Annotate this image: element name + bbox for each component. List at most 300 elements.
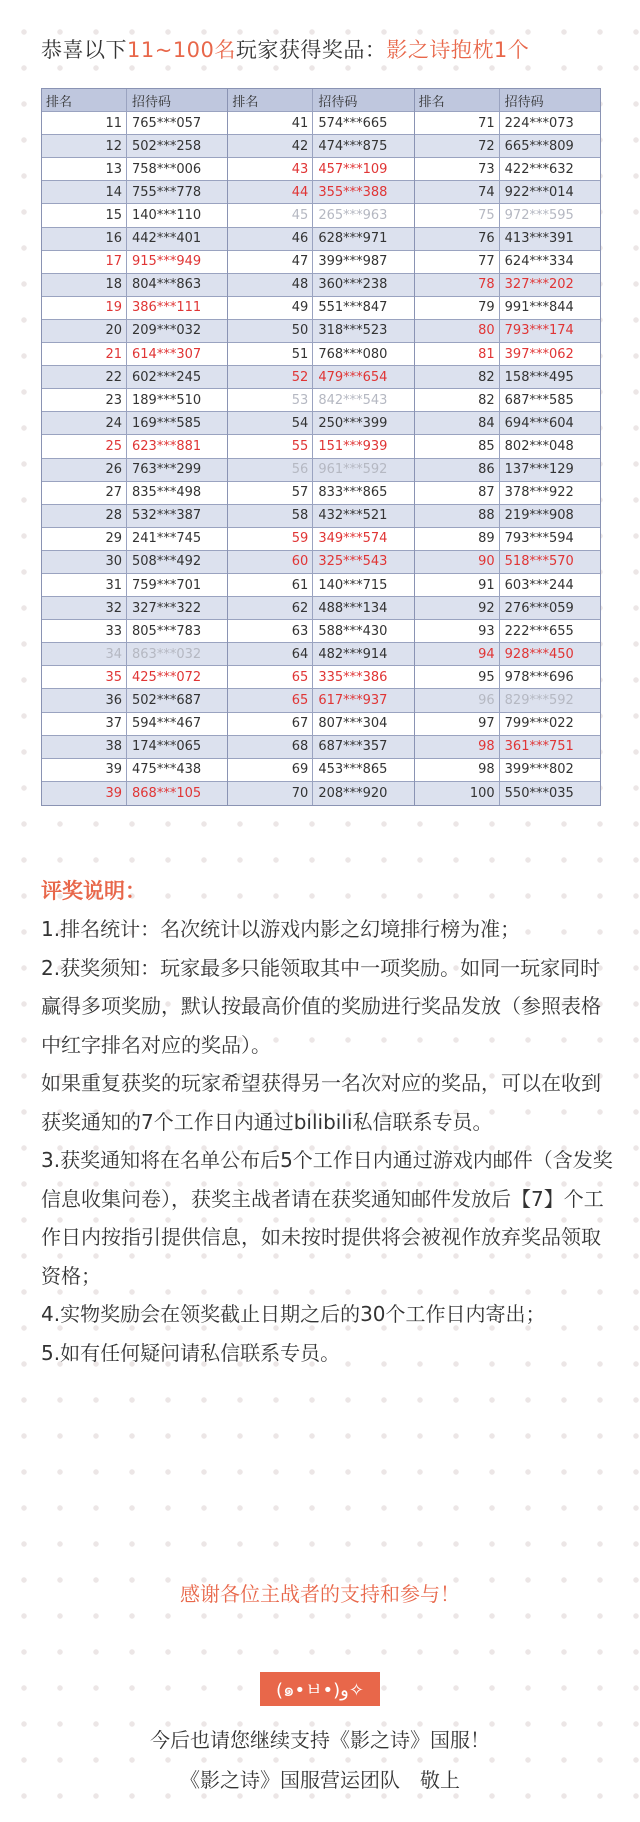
winners-table [41,88,601,806]
rank-cell: 82 [415,366,500,388]
table-row [228,343,413,366]
code-cell: 318***523 [318,323,388,339]
table-row [415,643,600,666]
rank-cell: 91 [415,574,500,596]
rank-cell: 50 [228,320,313,342]
code-cell: 624***334 [504,254,574,270]
code-cell: 482***914 [318,646,388,662]
code-cell: 807***304 [318,716,388,732]
signature-line: 《影之诗》国服营运团队 敬上 [180,1768,460,1792]
code-cell: 799***022 [504,716,574,732]
code-cell: 829***592 [504,692,574,708]
table-row [42,274,227,297]
code-cell: 224***073 [504,115,574,131]
rank-cell: 63 [228,620,313,642]
code-cell: 915***949 [132,254,202,270]
rank-cell: 33 [42,620,127,642]
table-row [415,274,600,297]
code-cell: 793***594 [504,531,574,547]
table-row [228,366,413,389]
table-row [42,643,227,666]
rank-cell: 80 [415,320,500,342]
table-row [228,158,413,181]
table-row [42,782,227,805]
code-cell: 378***922 [504,485,574,501]
code-cell: 835***498 [132,485,202,501]
rank-cell: 64 [228,643,313,665]
code-cell: 475***438 [132,762,202,778]
table-row [415,435,600,458]
code-cell: 665***809 [504,138,574,154]
code-cell: 532***387 [132,508,202,524]
table-row [415,528,600,551]
rank-cell: 71 [415,112,500,134]
code-cell: 442***401 [132,231,202,247]
code-cell: 422***632 [504,161,574,177]
code-cell: 327***322 [132,600,202,616]
code-cell: 140***110 [132,208,202,224]
code-cell: 961***592 [318,462,388,478]
table-row [228,505,413,528]
code-cell: 991***844 [504,300,574,316]
table-column [42,89,227,805]
page-heading [41,34,621,64]
table-row [228,297,413,320]
rank-cell: 92 [415,597,500,619]
table-row [42,713,227,736]
table-row [415,782,600,805]
table-row [42,459,227,482]
table-row [415,204,600,227]
rank-cell: 61 [228,574,313,596]
code-cell: 574***665 [318,115,388,131]
table-row [228,459,413,482]
code-cell: 151***939 [318,438,388,454]
rank-cell: 25 [42,435,127,457]
rank-cell: 30 [42,551,127,573]
code-cell: 868***105 [132,785,202,801]
code-cell: 174***065 [132,739,202,755]
table-row [228,228,413,251]
table-row [228,782,413,805]
code-cell: 804***863 [132,277,202,293]
rank-cell: 59 [228,528,313,550]
code-cell: 386***111 [132,300,202,316]
code-cell: 325***543 [318,554,388,570]
table-row [42,435,227,458]
rank-cell: 43 [228,158,313,180]
rank-cell: 69 [228,759,313,781]
code-cell: 755***778 [132,184,202,200]
rank-cell: 21 [42,343,127,365]
rank-cell: 72 [415,135,500,157]
heading-middle: 玩家获得奖品： [235,38,387,62]
rank-cell: 96 [415,689,500,711]
rank-cell: 17 [42,251,127,273]
code-cell: 327***202 [504,277,574,293]
rank-cell: 24 [42,412,127,434]
table-row [228,320,413,343]
code-cell: 222***655 [504,623,574,639]
note-item: 5.如有任何疑问请私信联系专员。 [41,1340,341,1365]
note-item: 3.获奖通知将在名单公布后5个工作日内通过游戏内邮件（含发奖信息收集问卷），获奖主战者请在获奖通知邮件发放后【7】个工作日内按指引提供信息，如未按时提供将会被视作放弃奖品领取资格； [41,1148,613,1288]
header-code: 招待码 [504,94,544,110]
rank-cell: 15 [42,204,127,226]
rank-cell: 67 [228,713,313,735]
table-row [415,158,600,181]
rank-cell: 39 [42,782,127,805]
rank-cell: 26 [42,459,127,481]
table-header-row [42,89,227,112]
table-row [228,274,413,297]
table-row [42,389,227,412]
rank-cell: 60 [228,551,313,573]
code-cell: 805***783 [132,623,202,639]
table-row [228,482,413,505]
table-row [228,643,413,666]
rank-cell: 41 [228,112,313,134]
rank-cell: 87 [415,482,500,504]
code-cell: 614***307 [132,346,202,362]
header-rank: 排名 [228,89,313,111]
code-cell: 189***510 [132,392,202,408]
code-cell: 137***129 [504,462,574,478]
rank-cell: 27 [42,482,127,504]
table-row [415,228,600,251]
code-cell: 169***585 [132,415,202,431]
table-row [42,759,227,782]
table-row [42,204,227,227]
table-column [227,89,413,805]
table-row [228,689,413,712]
table-row [42,597,227,620]
table-row [415,620,600,643]
code-cell: 863***032 [132,646,202,662]
code-cell: 972***595 [504,208,574,224]
code-cell: 551***847 [318,300,388,316]
table-row [228,666,413,689]
table-row [415,551,600,574]
rank-cell: 48 [228,274,313,296]
table-row [415,482,600,505]
code-cell: 928***450 [504,646,574,662]
code-cell: 763***299 [132,462,202,478]
rank-cell: 47 [228,251,313,273]
header-code: 招待码 [318,94,358,110]
table-row [415,389,600,412]
table-row [228,528,413,551]
rank-cell: 49 [228,297,313,319]
code-cell: 687***357 [318,739,388,755]
code-cell: 694***604 [504,415,574,431]
table-row [42,620,227,643]
table-row [228,389,413,412]
rank-cell: 93 [415,620,500,642]
rank-cell: 16 [42,228,127,250]
table-row [42,551,227,574]
code-cell: 603***244 [504,577,574,593]
code-cell: 335***386 [318,669,388,685]
rank-cell: 42 [228,135,313,157]
rank-cell: 98 [415,759,500,781]
note-item: 4.实物奖励会在领奖截止日期之后的30个工作日内寄出； [41,1302,546,1326]
table-row [228,597,413,620]
code-cell: 399***802 [504,762,574,778]
rank-cell: 97 [415,713,500,735]
table-row [228,713,413,736]
rank-cell: 75 [415,204,500,226]
closing-block [0,1720,640,1800]
table-header-row [228,89,413,112]
table-row [228,412,413,435]
code-cell: 479***654 [318,369,388,385]
rank-cell: 84 [415,412,500,434]
rank-cell: 14 [42,181,127,203]
rank-cell: 70 [228,782,313,805]
rank-cell: 65 [228,689,313,711]
rank-cell: 94 [415,643,500,665]
table-row [42,666,227,689]
code-cell: 594***467 [132,716,202,732]
rank-cell: 28 [42,505,127,527]
rank-cell: 76 [415,228,500,250]
table-row [415,366,600,389]
rank-cell: 89 [415,528,500,550]
code-cell: 432***521 [318,508,388,524]
header-code: 招待码 [132,94,172,110]
code-cell: 265***963 [318,208,388,224]
rank-cell: 73 [415,158,500,180]
code-cell: 361***751 [504,739,574,755]
table-row [415,666,600,689]
code-cell: 768***080 [318,346,388,362]
rank-cell: 78 [415,274,500,296]
code-cell: 349***574 [318,531,388,547]
table-row [415,320,600,343]
rank-cell: 81 [415,343,500,365]
code-cell: 488***134 [318,600,388,616]
rank-cell: 98 [415,736,500,758]
rank-cell: 31 [42,574,127,596]
table-header-row [415,89,600,112]
rank-cell: 38 [42,736,127,758]
heading-prize: 影之诗抱枕1个 [386,38,530,62]
code-cell: 623***881 [132,438,202,454]
rank-cell: 68 [228,736,313,758]
code-cell: 355***388 [318,184,388,200]
code-cell: 474***875 [318,138,388,154]
table-row [228,251,413,274]
table-row [42,689,227,712]
rank-cell: 90 [415,551,500,573]
table-column [414,89,600,805]
rank-cell: 23 [42,389,127,411]
notes-title: 评奖说明： [41,879,146,903]
table-row [42,181,227,204]
table-row [42,736,227,759]
notes-list [41,910,613,1372]
thanks-message: 感谢各位主战者的支持和参与！ [180,1582,460,1606]
rank-cell: 12 [42,135,127,157]
table-row [42,158,227,181]
table-row [415,713,600,736]
rank-cell: 95 [415,666,500,688]
rank-cell: 56 [228,459,313,481]
code-cell: 602***245 [132,369,202,385]
rank-cell: 82 [415,389,500,411]
table-row [415,689,600,712]
table-row [42,112,227,135]
code-cell: 759***701 [132,577,202,593]
code-cell: 922***014 [504,184,574,200]
table-row [415,505,600,528]
note-item: 如果重复获奖的玩家希望获得另一名次对应的奖品，可以在收到获奖通知的7个工作日内通过bilibili私信联系专员。 [41,1071,601,1134]
table-row [42,251,227,274]
table-row [42,505,227,528]
table-row [228,435,413,458]
rank-cell: 88 [415,505,500,527]
code-cell: 158***495 [504,369,574,385]
rank-cell: 19 [42,297,127,319]
table-row [228,759,413,782]
code-cell: 588***430 [318,623,388,639]
table-row [415,112,600,135]
code-cell: 978***696 [504,669,574,685]
table-row [42,412,227,435]
code-cell: 208***920 [318,785,388,801]
table-row [415,181,600,204]
rank-cell: 44 [228,181,313,203]
rank-cell: 53 [228,389,313,411]
table-row [415,459,600,482]
code-cell: 833***865 [318,485,388,501]
heading-range: 11~100名 [127,38,236,62]
code-cell: 758***006 [132,161,202,177]
rank-cell: 51 [228,343,313,365]
table-row [228,181,413,204]
code-cell: 140***715 [318,577,388,593]
code-cell: 628***971 [318,231,388,247]
rank-cell: 46 [228,228,313,250]
rank-cell: 65 [228,666,313,688]
rank-cell: 32 [42,597,127,619]
code-cell: 842***543 [318,392,388,408]
rank-cell: 18 [42,274,127,296]
table-row [42,366,227,389]
code-cell: 397***062 [504,346,574,362]
code-cell: 209***032 [132,323,202,339]
code-cell: 399***987 [318,254,388,270]
header-rank: 排名 [42,89,127,111]
table-row [228,112,413,135]
code-cell: 453***865 [318,762,388,778]
code-cell: 793***174 [504,323,574,339]
table-row [415,251,600,274]
code-cell: 550***035 [504,785,574,801]
table-row [415,759,600,782]
code-cell: 276***059 [504,600,574,616]
table-row [42,320,227,343]
code-cell: 413***391 [504,231,574,247]
rank-cell: 100 [415,782,500,805]
rank-cell: 11 [42,112,127,134]
rank-cell: 39 [42,759,127,781]
code-cell: 617***937 [318,692,388,708]
table-row [228,736,413,759]
heading-prefix: 恭喜以下 [41,38,127,62]
rank-cell: 55 [228,435,313,457]
table-row [42,135,227,158]
table-row [415,597,600,620]
table-row [228,574,413,597]
rank-cell: 13 [42,158,127,180]
rank-cell: 79 [415,297,500,319]
code-cell: 765***057 [132,115,202,131]
table-row [228,551,413,574]
code-cell: 508***492 [132,554,202,570]
code-cell: 360***238 [318,277,388,293]
rank-cell: 52 [228,366,313,388]
code-cell: 250***399 [318,415,388,431]
table-row [42,574,227,597]
rank-cell: 57 [228,482,313,504]
rank-cell: 35 [42,666,127,688]
code-cell: 502***687 [132,692,202,708]
code-cell: 219***908 [504,508,574,524]
rank-cell: 37 [42,713,127,735]
table-row [42,528,227,551]
note-item: 2.获奖须知：玩家最多只能领取其中一项奖励。如同一玩家同时赢得多项奖励，默认按最高价值的奖励进行奖品发放（参照表格中红字排名对应的奖品）。 [41,955,601,1057]
rank-cell: 85 [415,435,500,457]
table-row [42,297,227,320]
kaomoji-badge: (๑•ㅂ•)و✧ [260,1672,380,1706]
rank-cell: 29 [42,528,127,550]
code-cell: 457***109 [318,161,388,177]
code-cell: 241***745 [132,531,202,547]
table-row [415,574,600,597]
table-row [42,228,227,251]
code-cell: 518***570 [504,554,574,570]
rank-cell: 77 [415,251,500,273]
code-cell: 687***585 [504,392,574,408]
note-item: 1.排名统计：名次统计以游戏内影之幻境排行榜为准； [41,917,521,941]
rank-cell: 74 [415,181,500,203]
rank-cell: 20 [42,320,127,342]
code-cell: 502***258 [132,138,202,154]
rank-cell: 54 [228,412,313,434]
table-row [415,343,600,366]
rank-cell: 34 [42,643,127,665]
table-row [415,135,600,158]
code-cell: 425***072 [132,669,202,685]
table-row [228,204,413,227]
table-row [42,343,227,366]
header-rank: 排名 [415,89,500,111]
rank-cell: 22 [42,366,127,388]
rank-cell: 62 [228,597,313,619]
table-row [228,135,413,158]
table-row [42,482,227,505]
rank-cell: 45 [228,204,313,226]
rank-cell: 86 [415,459,500,481]
closing-line: 今后也请您继续支持《影之诗》国服！ [150,1728,490,1752]
rank-cell: 58 [228,505,313,527]
table-row [415,412,600,435]
rank-cell: 36 [42,689,127,711]
table-row [228,620,413,643]
table-row [415,736,600,759]
code-cell: 802***048 [504,438,574,454]
